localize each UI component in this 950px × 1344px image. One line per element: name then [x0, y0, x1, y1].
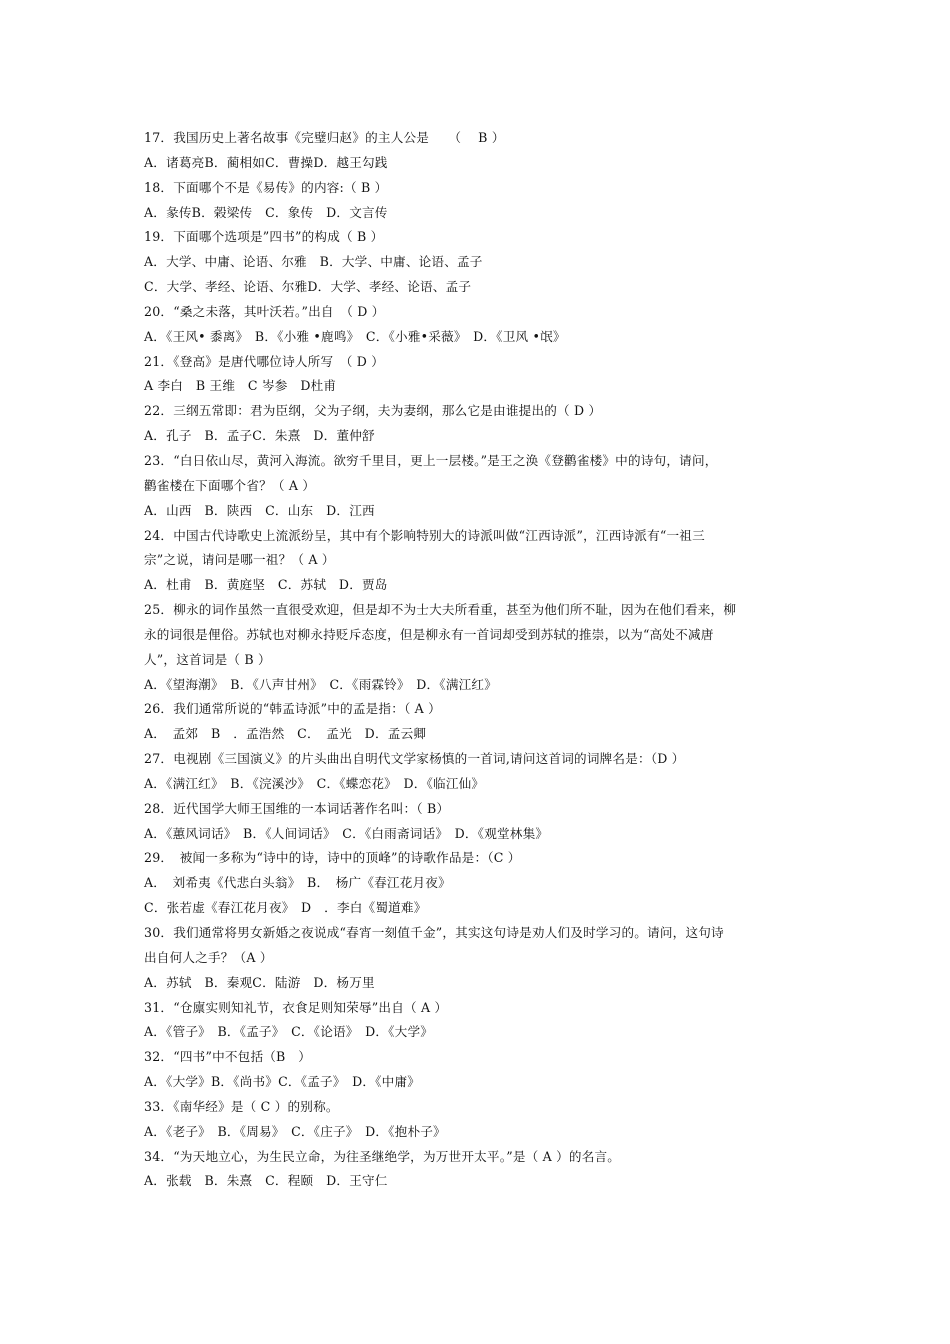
options-29-line-2: C．张若虚《春江花月夜》 D ．李白《蜀道难》: [144, 900, 427, 916]
options-26: A． 孟郊 B ．孟浩然 C． 孟光 D．孟云卿: [144, 726, 427, 742]
question-18: 18．下面哪个不是《易传》的内容:（ B ）: [144, 179, 388, 195]
options-23: A．山西 B．陕西 C．山东 D．江西: [144, 502, 375, 518]
question-24-line-1: 24．中国古代诗歌史上流派纷呈，其中有个影响特别大的诗派叫做“江西诗派”，江西诗派有“一祖三: [144, 527, 705, 543]
options-21: A 李白 B 王维 C 岑参 D杜甫: [144, 378, 337, 394]
question-27: 27．电视剧《三国演义》的片头曲出自明代文学家杨慎的一首词,请问这首词的词牌名是：（D ）: [144, 751, 685, 767]
question-22: 22．三纲五常即：君为臣纲，父为子纲，夫为妻纲，那么它是由谁提出的（ D ）: [144, 403, 602, 419]
options-30: A．苏轼 B．秦观C．陆游 D．杨万里: [144, 974, 375, 990]
question-23-line-1: 23．“白日依山尽，黄河入海流。欲穷千里目，更上一层楼。”是王之涣《登鹳雀楼》中的诗句，请问，: [144, 452, 718, 468]
options-28: A．《蕙风词话》 B．《人间词话》 C．《白雨斋词话》 D．《观堂林集》: [144, 825, 549, 841]
options-19-line-1: A．大学、中庸、论语、尔雅 B．大学、中庸、论语、孟子: [144, 254, 483, 270]
options-29-line-1: A． 刘希夷《代悲白头翁》 B． 杨广《春江花月夜》: [144, 875, 451, 891]
question-23-line-2: 鹳雀楼在下面哪个省？（ A ）: [144, 477, 316, 493]
options-33: A．《老子》 B．《周易》 C．《庄子》 D．《抱朴子》: [144, 1123, 446, 1139]
question-21: 21．《登高》是唐代哪位诗人所写 （ D ）: [144, 353, 385, 369]
options-17: A．诸葛亮B．蔺相如C．曹操D．越王勾践: [144, 154, 388, 170]
question-28: 28．近代国学大师王国维的一本词话著作名叫：（ B）: [144, 800, 450, 816]
options-31: A．《管子》 B．《孟子》 C．《论语》 D．《大学》: [144, 1024, 434, 1040]
question-20: 20．“桑之未落，其叶沃若。”出自 （ D ）: [144, 303, 385, 319]
options-24: A．杜甫 B．黄庭坚 C．苏轼 D．贾岛: [144, 577, 388, 593]
question-29: 29． 被闻一多称为“诗中的诗，诗中的顶峰”的诗歌作品是：（C ）: [144, 850, 521, 866]
options-22: A．孔子 B．孟子C．朱熹 D．董仲舒: [144, 428, 375, 444]
document-page: [144, 126, 814, 1194]
question-33: 33．《南华经》是（ C ）的别称。: [144, 1098, 339, 1114]
question-17: 17．我国历史上著名故事《完璧归赵》的主人公是 （ B ）: [144, 130, 505, 145]
options-27: A．《满江红》 B．《浣溪沙》 C．《蝶恋花》 D．《临江仙》: [144, 775, 485, 791]
question-19: 19．下面哪个选项是”四书”的构成（ B ）: [144, 229, 384, 245]
question-25-line-1: 25．柳永的词作虽然一直很受欢迎，但是却不为士大夫所看重，甚至为他们所不耻，因为在他们看来，柳: [144, 602, 737, 618]
options-34: A．张载 B．朱熹 C．程颐 D．王守仁: [144, 1173, 388, 1189]
question-25-line-3: 人”，这首词是（ B ）: [144, 651, 271, 667]
options-18: A．彖传B．榖梁传 C．象传 D．文言传: [144, 204, 388, 220]
question-34: 34．“为天地立心，为生民立命，为往圣继绝学，为万世开太平。”是（ A ）的名言。: [144, 1148, 621, 1164]
question-24-line-2: 宗”之说，请问是哪一祖？（ A ）: [144, 552, 335, 568]
question-31: 31．“仓廪实则知礼节，衣食足则知荣辱”出自（ A ）: [144, 999, 448, 1015]
question-25-line-2: 永的词很是俚俗。苏轼也对柳永持贬斥态度，但是柳永有一首词却受到苏轼的推崇，以为“高处不减唐: [144, 626, 714, 642]
question-30-line-1: 30．我们通常将男女新婚之夜说成“春宵一刻值千金”，其实这句诗是劝人们及时学习的。请问，这句诗: [144, 925, 724, 940]
question-32: 32．“四书”中不包括（B ）: [144, 1049, 312, 1065]
options-25: A．《望海潮》 B．《八声甘州》 C．《雨霖铃》 D．《满江红》: [144, 676, 498, 692]
question-30-line-2: 出自何人之手？（A ）: [144, 949, 273, 965]
question-26: 26．我们通常所说的“韩孟诗派”中的孟是指：（ A ）: [144, 701, 441, 717]
options-19-line-2: C．大学、孝经、论语、尔雅D．大学、孝经、论语、孟子: [144, 279, 472, 295]
options-32: A．《大学》B．《尚书》C．《孟子》 D．《中庸》: [144, 1074, 421, 1090]
options-20: A．《王风• 黍离》 B．《小雅 •鹿鸣》 C．《小雅•采薇》 D．《卫风 •氓》: [144, 328, 566, 344]
